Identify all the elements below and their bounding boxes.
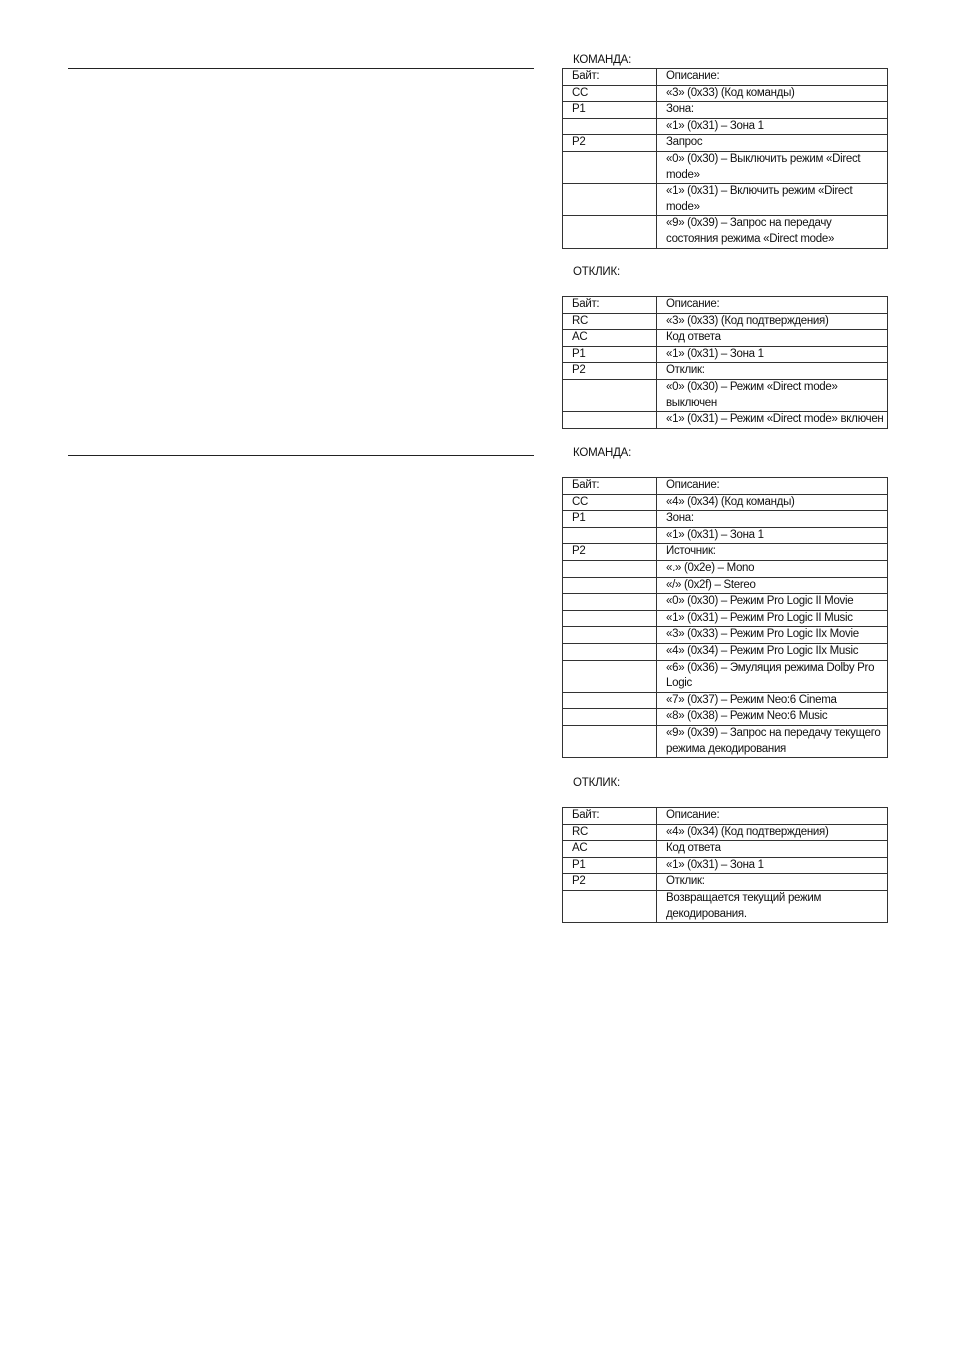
description-cell: «3» (0x33) (Код команды)	[657, 85, 888, 102]
table-row	[563, 692, 888, 709]
table-row	[563, 330, 888, 347]
table-row	[563, 544, 888, 561]
table-row	[563, 184, 888, 216]
table-row	[563, 643, 888, 660]
byte-cell: P2	[563, 544, 657, 561]
table-row	[563, 135, 888, 152]
description-cell: Описание:	[657, 297, 888, 314]
section-divider-2	[68, 455, 534, 456]
description-cell: «7» (0x37) – Режим Neo:6 Cinema	[657, 692, 888, 709]
table-row	[563, 118, 888, 135]
table-row	[563, 151, 888, 183]
description-cell: Описание:	[657, 478, 888, 495]
table-row	[563, 216, 888, 248]
table-row	[563, 346, 888, 363]
description-cell: «1» (0x31) – Включить режим «Direct mode»	[657, 184, 888, 216]
description-cell: «1» (0x31) – Зона 1	[657, 118, 888, 135]
byte-cell	[563, 610, 657, 627]
table-row	[563, 824, 888, 841]
byte-cell: RC	[563, 313, 657, 330]
byte-cell	[563, 560, 657, 577]
byte-cell: CC	[563, 494, 657, 511]
table-row	[563, 560, 888, 577]
description-cell: «1» (0x31) – Режим «Direct mode» включен	[657, 412, 888, 429]
description-cell: «9» (0x39) – Запрос на передачу состояния режима «Direct mode»	[657, 216, 888, 248]
description-cell: «3» (0x33) (Код подтверждения)	[657, 313, 888, 330]
byte-cell: Байт:	[563, 69, 657, 86]
table-row	[563, 412, 888, 429]
table-row	[563, 313, 888, 330]
description-cell: Запрос	[657, 135, 888, 152]
description-cell: «3» (0x33) – Режим Pro Logic IIx Movie	[657, 627, 888, 644]
table-row	[563, 478, 888, 495]
description-cell: «4» (0x34) (Код подтверждения)	[657, 824, 888, 841]
byte-cell: P1	[563, 346, 657, 363]
byte-cell	[563, 890, 657, 922]
byte-cell	[563, 151, 657, 183]
description-cell: «8» (0x38) – Режим Neo:6 Music	[657, 709, 888, 726]
description-cell: «9» (0x39) – Запрос на передачу текущего режима декодирования	[657, 725, 888, 757]
table-row	[563, 725, 888, 757]
description-cell: «1» (0x31) – Режим Pro Logic II Music	[657, 610, 888, 627]
description-cell: «6» (0x36) – Эмуляция режима Dolby Pro Logic	[657, 660, 888, 692]
response-heading: ОТКЛИК:	[573, 777, 620, 789]
byte-cell: AC	[563, 841, 657, 858]
table-row	[563, 874, 888, 891]
table-row	[563, 841, 888, 858]
description-cell: Описание:	[657, 69, 888, 86]
description-cell: «4» (0x34) – Режим Pro Logic IIx Music	[657, 643, 888, 660]
table-row	[563, 85, 888, 102]
description-cell: «1» (0x31) – Зона 1	[657, 857, 888, 874]
table-row	[563, 610, 888, 627]
description-cell: Описание:	[657, 808, 888, 825]
byte-cell: P2	[563, 363, 657, 380]
table-row	[563, 857, 888, 874]
byte-cell: P1	[563, 857, 657, 874]
byte-cell	[563, 184, 657, 216]
description-cell: «1» (0x31) – Зона 1	[657, 346, 888, 363]
section-divider-1	[68, 68, 534, 69]
description-cell: «/» (0x2f) – Stereo	[657, 577, 888, 594]
byte-cell: P1	[563, 102, 657, 119]
response-table	[562, 807, 888, 923]
table-row	[563, 660, 888, 692]
byte-cell	[563, 527, 657, 544]
description-cell: Зона:	[657, 102, 888, 119]
table-row	[563, 297, 888, 314]
byte-cell: Байт:	[563, 297, 657, 314]
description-cell: Источник:	[657, 544, 888, 561]
byte-cell	[563, 627, 657, 644]
description-cell: Зона:	[657, 511, 888, 528]
command-heading: КОМАНДА:	[573, 54, 632, 66]
description-cell: Код ответа	[657, 841, 888, 858]
description-cell: Отклик:	[657, 874, 888, 891]
byte-cell	[563, 709, 657, 726]
description-cell: Отклик:	[657, 363, 888, 380]
command-table	[562, 477, 888, 758]
byte-cell: P2	[563, 135, 657, 152]
table-row	[563, 511, 888, 528]
description-cell: «1» (0x31) – Зона 1	[657, 527, 888, 544]
byte-cell: CC	[563, 85, 657, 102]
table-row	[563, 709, 888, 726]
table-row	[563, 890, 888, 922]
byte-cell: P2	[563, 874, 657, 891]
byte-cell: Байт:	[563, 478, 657, 495]
description-cell: «4» (0x34) (Код команды)	[657, 494, 888, 511]
byte-cell	[563, 118, 657, 135]
byte-cell	[563, 412, 657, 429]
byte-cell	[563, 660, 657, 692]
table-row	[563, 379, 888, 411]
byte-cell	[563, 379, 657, 411]
command-table	[562, 68, 888, 249]
byte-cell	[563, 577, 657, 594]
table-row	[563, 102, 888, 119]
response-heading: ОТКЛИК:	[573, 266, 620, 278]
description-cell: «0» (0x30) – Выключить режим «Direct mode»	[657, 151, 888, 183]
description-cell: «0» (0x30) – Режим Pro Logic II Movie	[657, 594, 888, 611]
table-row	[563, 577, 888, 594]
table-row	[563, 527, 888, 544]
table-row	[563, 363, 888, 380]
command-heading: КОМАНДА:	[573, 447, 632, 459]
description-cell: «0» (0x30) – Режим «Direct mode» выключен	[657, 379, 888, 411]
byte-cell: RC	[563, 824, 657, 841]
table-row	[563, 627, 888, 644]
table-row	[563, 808, 888, 825]
description-cell: Возвращается текущий режим декодирования.	[657, 890, 888, 922]
description-cell: Код ответа	[657, 330, 888, 347]
table-row	[563, 69, 888, 86]
description-cell: «.» (0x2e) – Mono	[657, 560, 888, 577]
response-table	[562, 296, 888, 429]
byte-cell: P1	[563, 511, 657, 528]
byte-cell	[563, 643, 657, 660]
byte-cell	[563, 692, 657, 709]
byte-cell	[563, 216, 657, 248]
byte-cell	[563, 594, 657, 611]
byte-cell: AC	[563, 330, 657, 347]
table-row	[563, 494, 888, 511]
table-row	[563, 594, 888, 611]
byte-cell: Байт:	[563, 808, 657, 825]
byte-cell	[563, 725, 657, 757]
